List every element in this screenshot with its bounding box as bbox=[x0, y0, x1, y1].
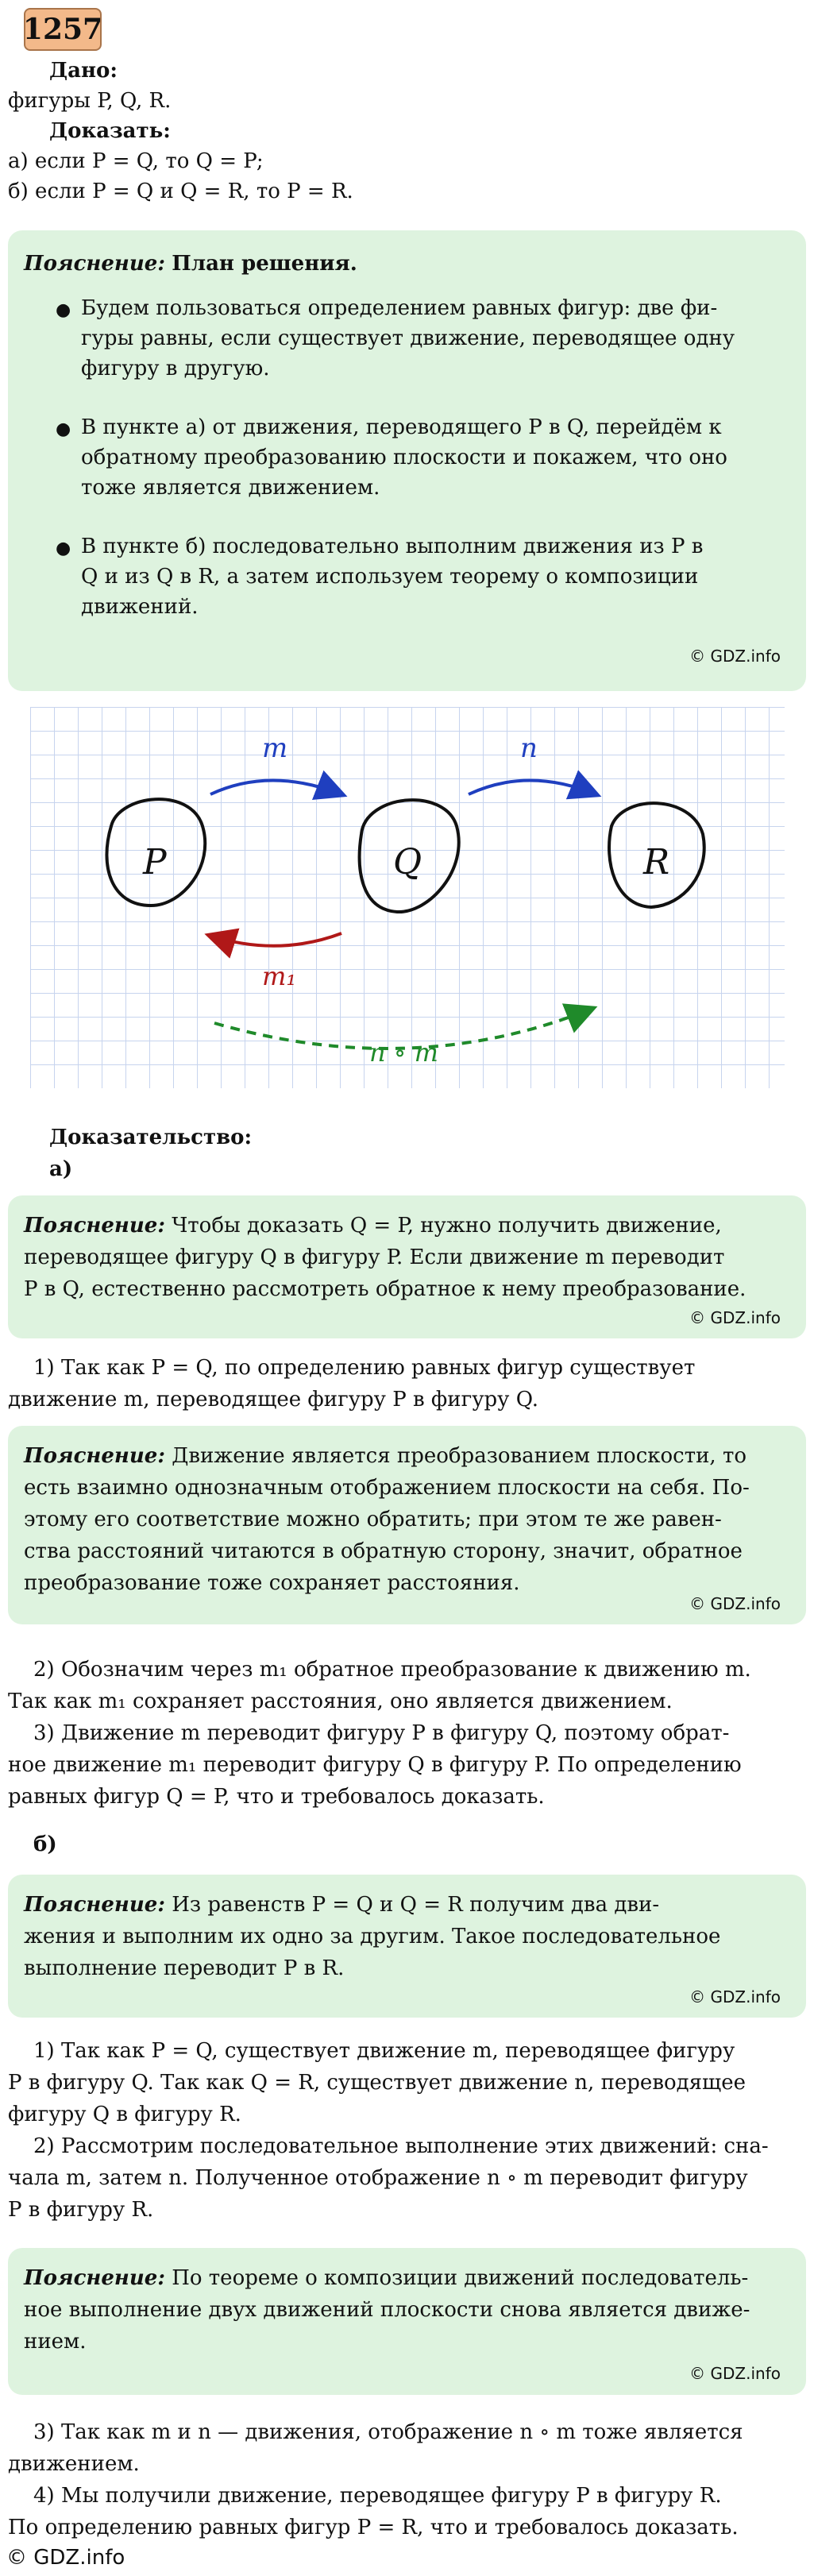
note-3-line-1-text: Из равенств P = Q и Q = R получим два дви- bbox=[172, 1893, 660, 1917]
note-1-line-2: переводящее фигуру Q в фигуру P. Если движение m переводит bbox=[24, 1246, 725, 1269]
arrow-composition-label: n ∘ m bbox=[369, 1037, 438, 1068]
given-label: Дано: bbox=[49, 59, 118, 83]
problem-number: 1257 bbox=[22, 13, 103, 46]
step-a3-line-3: равных фигур Q = P, что и требовалось доказать. bbox=[8, 1785, 545, 1809]
note-1-line-1-text: Чтобы доказать Q = P, нужно получить движение, bbox=[172, 1214, 722, 1238]
note-1-credit: © GDZ.info bbox=[689, 1308, 781, 1327]
plan-heading-title: План решения. bbox=[172, 252, 357, 276]
note-3-line-1 bbox=[24, 1890, 659, 1919]
plan-bullet-3-line-1: В пункте б) последовательно выполним движения из P в bbox=[81, 535, 704, 558]
note-2-line-3: этому его соответствие можно обратить; при этом те же равен- bbox=[24, 1508, 722, 1531]
plan-bullet-2-line-3: тоже является движением. bbox=[81, 476, 380, 500]
bullet-icon: ● bbox=[56, 419, 71, 439]
step-a2-line-1: 2) Обозначим через m₁ обратное преобразование к движению m. bbox=[33, 1658, 751, 1682]
note-1-label: Пояснение: bbox=[24, 1214, 165, 1238]
bullet-icon: ● bbox=[56, 300, 71, 320]
part-b-label: б) bbox=[33, 1833, 57, 1856]
plan-bullet-1-line-3: фигуру в другую. bbox=[81, 357, 270, 380]
note-4-line-2: ное выполнение двух движений плоскости снова является движе- bbox=[24, 2298, 750, 2322]
figure-r-label: R bbox=[643, 842, 670, 882]
plan-bullet-2-line-2: обратному преобразованию плоскости и покажем, что оно bbox=[81, 446, 727, 469]
note-1-line-3: P в Q, естественно рассмотреть обратное к нему преобразование. bbox=[24, 1277, 746, 1301]
footer-credit: © GDZ.info bbox=[6, 2546, 125, 2570]
step-b1-line-2: P в фигуру Q. Так как Q = R, существует движение n, переводящее bbox=[8, 2071, 746, 2095]
plan-bullet-1-line-2: гуры равны, если существует движение, переводящее одну bbox=[81, 326, 735, 350]
given-text: фигуры P, Q, R. bbox=[8, 89, 172, 113]
note-4-credit: © GDZ.info bbox=[689, 2364, 781, 2383]
prove-label: Доказать: bbox=[49, 119, 171, 143]
note-1-box bbox=[8, 1195, 806, 1338]
step-b3-line-1: 3) Так как m и n — движения, отображение n ∘ m тоже является bbox=[33, 2420, 743, 2444]
step-a1-line-1: 1) Так как P = Q, по определению равных фигур существует bbox=[33, 1356, 696, 1380]
step-b2-line-2: чала m, затем n. Полученное отображение n ∘ m переводит фигуру bbox=[8, 2166, 748, 2190]
arrow-m1-label: m₁ bbox=[262, 961, 297, 991]
prove-a: а) если P = Q, то Q = P; bbox=[8, 149, 264, 173]
note-4-line-1 bbox=[24, 2264, 748, 2292]
step-b3-line-2: движением. bbox=[8, 2452, 140, 2476]
motion-diagram bbox=[0, 0, 814, 1112]
prove-b: б) если P = Q и Q = R, то P = R. bbox=[8, 180, 353, 203]
part-a-label: а) bbox=[49, 1157, 73, 1181]
note-3-credit: © GDZ.info bbox=[689, 1987, 781, 2006]
note-4-line-3: нием. bbox=[24, 2330, 87, 2354]
plan-credit: © GDZ.info bbox=[689, 647, 781, 666]
step-a2-line-2: Так как m₁ сохраняет расстояния, оно является движением. bbox=[8, 1690, 673, 1713]
step-b2-line-1: 2) Рассмотрим последовательное выполнение этих движений: сна- bbox=[33, 2134, 769, 2158]
plan-bullet-1-line-1: Будем пользоваться определением равных фигур: две фи- bbox=[81, 296, 718, 320]
note-2-line-2: есть взаимно однозначным отображением плоскости на себя. По- bbox=[24, 1476, 750, 1500]
note-2-line-4: ства расстояний читаются в обратную сторону, значит, обратное bbox=[24, 1539, 743, 1563]
plan-bullet-3-line-2: Q и из Q в R, а затем используем теорему о композиции bbox=[81, 565, 699, 589]
step-b4-line-2: По определению равных фигур P = R, что и требовалось доказать. bbox=[8, 2516, 739, 2539]
arrow-m1 bbox=[210, 933, 341, 946]
note-3-label: Пояснение: bbox=[24, 1893, 165, 1917]
note-3-box bbox=[8, 1875, 806, 2018]
note-1-line-1 bbox=[24, 1211, 722, 1240]
note-2-line-1 bbox=[24, 1442, 746, 1470]
step-b1-line-1: 1) Так как P = Q, существует движение m, переводящее фигуру bbox=[33, 2039, 735, 2063]
plan-bullet-3-line-3: движений. bbox=[81, 595, 199, 619]
arrow-m bbox=[210, 781, 341, 795]
step-b4-line-1: 4) Мы получили движение, переводящее фигуру P в фигуру R. bbox=[33, 2484, 722, 2508]
plan-heading-label: Пояснение: bbox=[24, 252, 165, 276]
plan-bullet-2-line-1: В пункте а) от движения, переводящего P в Q, перейдём к bbox=[81, 415, 722, 439]
arrow-m-label: m bbox=[262, 732, 288, 764]
step-a3-line-1: 3) Движение m переводит фигуру P в фигуру Q, поэтому обрат- bbox=[33, 1721, 730, 1745]
note-2-credit: © GDZ.info bbox=[689, 1594, 781, 1613]
note-2-line-1-text: Движение является преобразованием плоскости, то bbox=[172, 1444, 747, 1468]
note-4-label: Пояснение: bbox=[24, 2266, 165, 2290]
figure-q-label: Q bbox=[393, 842, 422, 882]
note-3-line-3: выполнение переводит P в R. bbox=[24, 1956, 345, 1980]
step-a3-line-2: ное движение m₁ переводит фигуру Q в фигуру P. По определению bbox=[8, 1753, 742, 1777]
step-a1-line-2: движение m, переводящее фигуру P в фигуру Q. bbox=[8, 1388, 538, 1412]
note-2-label: Пояснение: bbox=[24, 1444, 165, 1468]
note-4-line-1-text: По теореме о композиции движений последователь- bbox=[172, 2266, 749, 2290]
note-4-box bbox=[8, 2248, 806, 2395]
arrow-n-label: n bbox=[520, 732, 538, 764]
proof-label: Доказательство: bbox=[49, 1126, 253, 1149]
step-b2-line-3: P в фигуру R. bbox=[8, 2198, 154, 2222]
note-2-line-5: преобразование тоже сохраняет расстояния. bbox=[24, 1571, 520, 1595]
step-b1-line-3: фигуру Q в фигуру R. bbox=[8, 2103, 241, 2126]
note-3-line-2: жения и выполним их одно за другим. Такое последовательное bbox=[24, 1925, 721, 1948]
arrow-n bbox=[469, 781, 596, 795]
figure-p-label: P bbox=[143, 842, 167, 882]
note-2-box bbox=[8, 1426, 806, 1624]
bullet-icon: ● bbox=[56, 539, 71, 558]
